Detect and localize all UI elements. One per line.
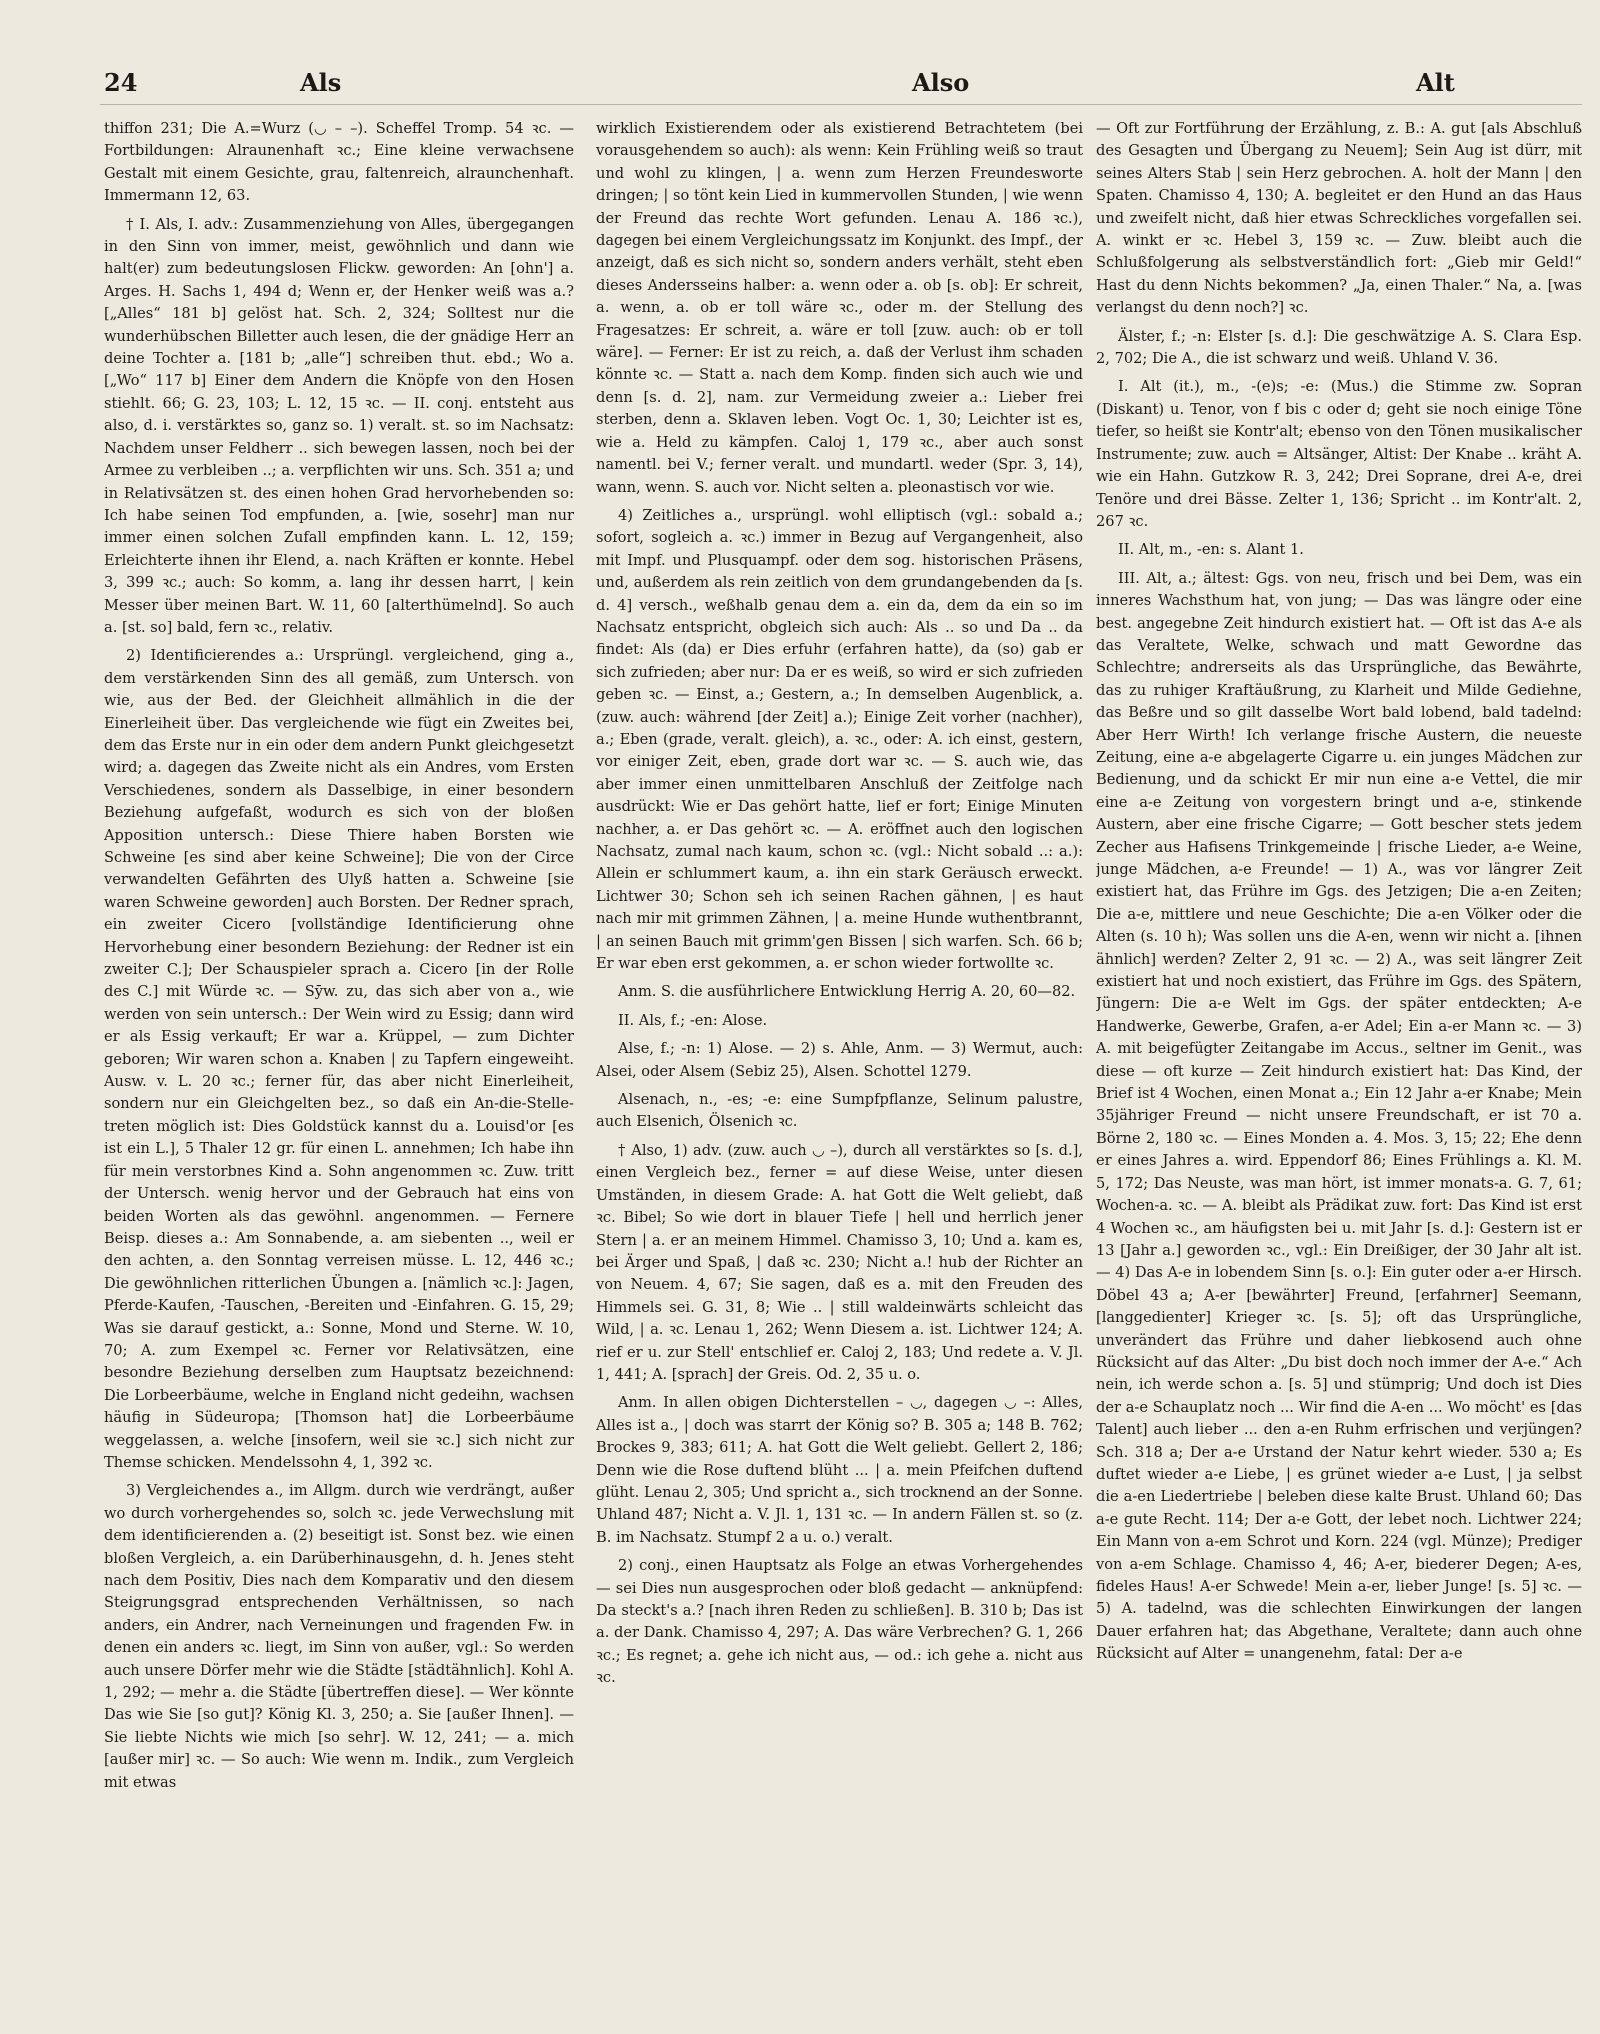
paragraph: 2) conj., einen Hauptsatz als Folge an etwas Vorhergehendes — sei Dies nun ausgesprochen oder bloß gedacht — anknüpfend: Da steckt's a.? [nach ihren Reden zu schließen]. B. 310 b; Das ist a. der Dank. Chamisso 4, 297; A. Das wäre Verbrechen? G. 1, 266 ꝛc.; Es regnet; a. gehe ich nicht aus, — od.: ich gehe a. nicht aus ꝛc. [596,1557,1083,1687]
running-headword-right: Alt [1416,68,1455,97]
entry-alsenach: Alsenach, n., -es; -e: eine Sumpfpflanze, Selinum palustre, auch Elsenich, Ölsenich ꝛc. [596,1091,1083,1131]
entry-alt-3: III. Alt, a.; ältest: Ggs. von neu, frisch und bei Dem, was ein inneres Wachsthum hat, von jung; — Das was längre oder eine best. angegebne Zeit hindurch existiert hat. — Oft ist das A-e als das Veraltete, Welke, schwach und matt Gewordne das Schlechtre; andrerseits als das Ursprüngliche, das Bewährte, das zu ruhiger Kraftäußrung, zu Klarheit und Milde Gediehne, das Beßre und so gilt dasselbe Wort bald lobend, bald tadelnd: Aber Herr Wirth! Ich verlange frische Austern, die neueste Zeitung, eine a-e abgelagerte Cigarre u. ein junges Mädchen zur Bedienung, und da schickt Er mir nun eine a-e Vettel, die mir eine a-e Zeitung von vorgestern bringt und a-e, stinkende Austern, aber eine frische Cigarre; — Gott bescher stets jedem Zecher aus Hafisens Trinkgemeinde | frische Lieder, a-e Weine, junge Mädchen, a-e Freunde! — 1) A., was vor längrer Zeit existiert hat, das Frühre im Ggs. des Jetzigen; Die a-en Zeiten; Die a-e, mittlere und neue Geschichte; Die a-en Völker oder die Alten (s. 10 h); Was sollen uns die A-en, wenn wir nicht a. [ihnen ähnlich] werden? Zelter 2, 91 ꝛc. — 2) A., was seit längrer Zeit existiert hat und noch existiert, das Frühre im Ggs. des Spätern, Jüngern: Die a-e Welt im Ggs. der später entdeckten; A-e Handwerke, Gewerbe, Grafen, a-er Adel; Ein a-er Mann ꝛc. — 3) A. mit beigefügter Zeitangabe im Accus., seltner im Genit., was diese — oft kurze — Zeit hindurch existiert hat: Das Kind, der Brief ist 4 Wochen, einen Monat a.; Ein 12 Jahr a-er Knabe; Mein 35jähriger Freund — nicht unsere Freundschaft, er ist 70 a. Börne 2, 180 ꝛc. — Eines Monden a. 4. Mos. 3, 15; 22; Ehe denn er eines Jahres a. wird. Eppendorf 86; Eines Frühlings a. Kl. M. 5, 172; Das Neuste, was man hört, ist immer monats-a. G. 7, 61; Wochen-a. ꝛc. — A. bleibt als Prädikat zuw. fort: Das Kind ist erst 4 Wochen ꝛc., am häufigsten bei u. mit Jahr [s. d.]: Gestern ist er 13 [Jahr a.] geworden ꝛc., vgl.: Ein Dreißiger, der 30 Jahr alt ist. — 4) Das A-e in lobendem Sinn [s. o.]: Ein guter oder a-er Hirsch. Döbel 43 a; A-er [bewährter] Freund, [erfahrner] Seemann, [langgedienter] Krieger ꝛc. [s. 5]; oft das Ursprüngliche, unverändert das Frühre und daher liebkosend auch ohne Rücksicht auf das Alter: „Du bist doch noch immer der A-e.“ Ach nein, ich werde schon a. [s. 5] und stümprig; Und doch ist Dies der a-e Schauplatz noch ... Wir find die A-en ... Wo möcht' es [das Talent] auch lieber ... den a-en Ruhm erfrischen und verjüngen? Sch. 318 a; Der a-e Urstand der Natur kehrt wieder. 530 a; Es duftet wieder a-e Liebe, | es grünet wieder a-e Lust, | ja selbst die a-en Liedertriebe | beleben diese kalte Brust. Uhland 60; Das a-e gute Recht. 114; Der a-e Gott, der lebet noch. Lichtwer 224; Ein Mann von a-em Schrot und Korn. 224 (vgl. Münze); Prediger von a-em Schlage. Chamisso 4, 46; A-er, biederer Degen; A-es, fideles Haus! A-er Schwede! Mein a-er, lieber Junge! [s. 5] ꝛc. — 5) A. tadelnd, was die schlechten Einwirkungen der langen Dauer erfahren hat; das Abgethane, Veraltete; dann auch ohne Rücksicht auf Alter = unangenehm, fatal: Der a-e [1096,569,1582,1663]
entry-alt-1: I. Alt (it.), m., -(e)s; -e: (Mus.) die Stimme zw. Sopran (Diskant) u. Tenor, von f bis c oder d; geht sie noch einige Töne tiefer, so heißt sie Kontr'alt; ebenso von den Tönen musikalischer Instrumente; zuw. auch = Altsänger, Altist: Der Knabe .. kräht A. wie ein Hahn. Gutzkow R. 3, 242; Drei Soprane, drei A-e, drei Tenöre und drei Bässe. Zelter 1, 136; Spricht .. im Kontr'alt. 2, 267 ꝛc. [1096,378,1582,530]
paragraph: 4) Zeitliches a., ursprüngl. wohl elliptisch (vgl.: sobald a.; sofort, sogleich a. ꝛc.) immer in Bezug auf Vergangenheit, also mit Impf. und Plusquampf. oder dem sog. historischen Präsens, und, außerdem als rein zeitlich von dem grundangebenden da [s. d. 4] versch., weßhalb genau dem a. ein da, dem da ein so im Nachsatz entspricht, obgleich sich auch: Als .. so und Da .. da findet: Als (da) er Dies erfuhr (erfahren hatte), da (so) gab er sich zufrieden; aber nur: Da er es weiß, so wird er sich zufrieden geben ꝛc. — Einst, a.; Gestern, a.; In demselben Augenblick, a. (zuw. auch: während [der Zeit] a.); Einige Zeit vorher (nachher), a.; Eben (grade, veralt. gleich), a. ꝛc., oder: A. ich einst, gestern, vor einiger Zeit, eben, grade dort war ꝛc. — S. auch wie, das aber immer einen unmittelbaren Anschluß der Zeitfolge nach ausdrückt: Wie er Das gehört hatte, lief er fort; Einige Minuten nachher, a. er Das gehört ꝛc. — A. eröffnet auch den logischen Nachsatz, zumal nach kaum, schon ꝛc. (vgl.: Nicht sobald ..: a.): Allein er schlummert kaum, a. ihn ein stark Geräusch erweckt. Lichtwer 30; Schon seh ich seinen Rachen gähnen, | es haut nach mir mit grimmen Zähnen, | a. meine Hunde wuthentbrannt, | an seinen Bauch mit grimm'gen Bissen | sich warfen. Sch. 66 b; Er war eben erst gekommen, a. er schon wieder fortwollte ꝛc. [596,506,1083,973]
paragraph: wirklich Existierendem oder als existierend Betrachtetem (bei vorausgehendem so auch): als wenn: Kein Frühling weiß so traut und wohl zu klingen, | a. wenn zum Herzen Freundesworte dringen; | so tönt kein Lied in kummervollen Stunden, | wie wenn der Freund das rechte Wort gefunden. Lenau A. 186 ꝛc.), dagegen bei einem Vergleichungssatz im Konjunkt. des Impf., der anzeigt, daß es sich nicht so, sondern anders verhält, steht eben dieses Andersseins halber: a. wenn oder a. ob [s. ob]: Er schreit, a. wenn, a. ob er toll wäre ꝛc., oder m. der Stellung des Fragesatzes: Er schreit, a. wäre er toll [zuw. auch: ob er toll wäre]. — Ferner: Er ist zu reich, a. daß der Verlust ihm schaden könnte ꝛc. — Statt a. nach dem Komp. finden sich auch wie und denn [s. d. 2], nam. zur Vermeidung zweier a.: Lieber frei sterben, denn a. Sklaven leben. Vogt Oc. 1, 30; Leichter ist es, wie a. Held zu kämpfen. Caloj 1, 179 ꝛc., aber auch sonst namentl. bei V.; ferner veralt. und mundartl. weder (Spr. 3, 14), wann, wenn. S. auch vor. Nicht selten a. pleonastisch vor wie. [596,120,1083,496]
running-headword-center: Also [912,68,970,97]
entry-alt-2: II. Alt, m., -en: s. Alant 1. [1118,541,1304,559]
paragraph: 2) Identificierendes a.: Ursprüngl. vergleichend, ging a., dem verstärkenden Sinn des all gemäß, zum Untersch. von wie, aus der Bed. der Gleichheit allmählich in die der Einerleiheit über. Das vergleichende wie fügt ein Zweites bei, dem das Erste nur in ein oder dem andern Punkt gleichgesetzt wird; a. dagegen das Zweite nicht als ein Andres, vom Ersten Verschiedenes, sondern als Dasselbige, in einer besondern Beziehung aufgefaßt, wodurch es sich von der bloßen Apposition untersch.: Diese Thiere haben Borsten wie Schweine [es sind aber keine Schweine]; Die von der Circe verwandelten Gefährten des Ulyß hatten a. Schweine [sie waren Schweine geworden] auch Borsten. Der Redner sprach, ein zweiter Cicero [vollständige Identificierung ohne Hervorhebung einer besondern Beziehung: der Redner ist ein zweiter C.]; Der Schauspieler sprach a. Cicero [in der Rolle des C.] mit Würde ꝛc. — Sȳw. zu, das sich aber von a., wie werden von sein untersch.: Der Wein wird zu Essig; dann wird er als Essig verkauft; Er war a. Krüppel, — zum Dichter geboren; Wir waren schon a. Knaben | zu Tapfern eingeweiht. Ausw. v. L. 20 ꝛc.; ferner für, das aber nicht Einerleiheit, sondern nur ein Gleichgelten bez., so daß ein An-die-Stelle-treten möglich ist: Dies Goldstück kannst du a. Louisd'or [es ist ein L.], 5 Thaler 12 gr. für einen L. annehmen; Ich habe ihn für mein verstorbnes Kind a. Sohn angenommen ꝛc. Zuw. tritt der Untersch. wenig hervor und der Gebrauch hat eins von beiden Worten als das gewöhnl. angenommen. — Fernere Beisp. dieses a.: Am Sonnabende, a. am siebenten .., weil er den achten, a. den Sonntag verreisen müsse. L. 12, 446 ꝛc.; Die gewöhnlichen ritterlichen Übungen a. [nämlich ꝛc.]: Jagen, Pferde-Kaufen, -Tauschen, -Bereiten und -Einfahren. G. 15, 29; Was sie darauf gestickt, a.: Sonne, Mond und Sterne. W. 10, 70; A. zum Exempel ꝛc. Ferner vor Relativsätzen, eine besondre Beziehung derselben zum Hauptsatz bezeichnend: Die Lorbeerbäume, welche in England nicht gedeihn, wachsen häufig in Südeuropa; [Thomson hat] die Lorbeerbäume weggelassen, a. welche [insofern, weil sie ꝛc.] sich nicht zur Themse schicken. Mendelssohn 4, 1, 392 ꝛc. [104,647,574,1471]
entry-als-1: † I. Als, I. adv.: Zusammenziehung von Alles, übergegangen in den Sinn von immer, meist, gewöhnlich und dann wie halt(er) zum bedeutungslosen Flickw. geworden: An [ohn'] a. Arges. H. Sachs 1, 494 d; Wenn er, der Henker weiß was a.? [„Alles“ 181 b] gelöst hat. Sch. 2, 324; Solltest nur die wunderhübschen Billetter auch lesen, die der gnädige Herr an deine Tochter a. [181 b; „alle“] schreiben thut. ebd.; Wo a. [„Wo“ 117 b] Einer dem Andern die Knöpfe von den Hosen stiehlt. 66; G. 23, 103; L. 12, 15 ꝛc. — II. conj. entsteht aus also, d. i. verstärktes so, ganz so. 1) veralt. st. so im Nachsatz: Nachdem unser Feldherr .. sich bewegen lassen, noch bei der Armee zu verbleiben ..; a. verpflichten wir uns. Sch. 351 a; und in Relativsätzen st. des einen hohen Grad hervorhebenden so: Ich habe seinen Tod empfunden, a. [wie, sosehr] man nur immer einen solchen Zufall empfinden kann. L. 12, 159; Erleichterte ihnen ihr Elend, a. nach Kräften er konnte. Hebel 3, 399 ꝛc.; auch: So komm, a. lang ihr dessen harrt, | kein Messer über meinen Bart. W. 11, 60 [alterthümelnd]. So auch a. [st. so] bald, fern ꝛc., relativ. [104,215,574,636]
entry-alse: Alse, f.; -n: 1) Alose. — 2) s. Ahle, Anm. — 3) Wermut, auch: Alsei, oder Alsem (Sebiz 25), Alsen. Schottel 1279. [596,1040,1083,1080]
paragraph: Anm. S. die ausführlichere Entwicklung Herrig A. 20, 60—82. [618,983,1076,1001]
column-left [104,118,574,2008]
running-headword-left: Als [300,68,342,97]
paragraph: thiffon 231; Die A.=Wurz (◡ – –). Scheffel Tromp. 54 ꝛc. — Fortbildungen: Alraunenhaft ꝛc.; Eine kleine verwachsene Gestalt mit einem Gesichte, grau, faltenreich, alraunchenhaft. Immermann 12, 63. [104,120,574,205]
column-right [1096,118,1582,2008]
page-number: 24 [104,68,138,97]
entry-alster: Älster, f.; -n: Elster [s. d.]: Die geschwätzige A. S. Clara Esp. 2, 702; Die A., die ist schwarz und weiß. Uhland V. 36. [1096,327,1582,368]
header-rule [100,104,1582,105]
entry-also: † Also, 1) adv. (zuw. auch ◡ –), durch all verstärktes so [s. d.], einen Vergleich bez., ferner = auf diese Weise, unter diesen Umständen, in diesem Grade: A. hat Gott die Welt geliebt, daß ꝛc. Bibel; So wie dort in blauer Tiefe | hell und herrlich jener Stern | a. er an meinem Himmel. Chamisso 3, 10; Und a. kam es, bei Ärger und Spaß, | daß ꝛc. 230; Nicht a.! hub der Richter an von Neuem. 4, 67; Sie sagen, daß es a. mit den Freuden des Himmels sei. G. 31, 8; Wie .. | still waldeinwärts schleicht das Wild, | a. ꝛc. Lenau 1, 262; Wenn Diesem a. ist. Lichtwer 124; A. rief er u. zur Stell' entschlief er. Caloj 2, 183; Und redete a. V. Jl. 1, 441; A. [sprach] der Greis. Od. 2, 35 u. o. [596,1141,1083,1383]
paragraph: 3) Vergleichendes a., im Allgm. durch wie verdrängt, außer wo durch vorhergehendes so, solch ꝛc. jede Verwechslung mit dem identificierenden a. (2) beseitigt ist. Sonst bez. wie einen bloßen Vergleich, a. ein Darüberhinausgehn, d. h. Jenes steht nach dem Positiv, Dies nach dem Komparativ und den diesem Steigrungsgrad entsprechenden Verhältnissen, so nach anders, ein Andrer, nach Verneinungen und fragenden Fw. in denen ein anders ꝛc. liegt, im Sinn von außer, vgl.: So werden auch unsere Dörfer mehr wie die Städte [städtähnlich]. Kohl A. 1, 292; — mehr a. die Städte [übertreffen diese]. — Wer könnte Das wie Sie [so gut]? König Kl. 3, 250; a. Sie [außer Ihnen]. — Sie liebte Nichts wie mich [so sehr]. W. 12, 241; — a. mich [außer mir] ꝛc. — So auch: Wie wenn m. Indik., zum Vergleich mit etwas [104,1482,574,1791]
paragraph: Anm. In allen obigen Dichterstellen – ◡, dagegen ◡ –: Alles, Alles ist a., | doch was starrt der König so? B. 305 a; 148 B. 762; Brockes 9, 383; 611; A. hat Gott die Welt geliebt. Gellert 2, 186; Denn wie die Rose duftend blüht ... | a. mein Pfeifchen duftend glüht. Lenau 2, 305; Und spricht a., sich trocknend an der Sonne. Uhland 487; Nicht a. V. Jl. 1, 131 ꝛc. — In andern Fällen st. so (z. B. im Nachsatz. Stumpf 2 a u. o.) veralt. [596,1394,1083,1546]
paragraph: — Oft zur Fortführung der Erzählung, z. B.: A. gut [als Abschluß des Gesagten und Übergang zu Neuem]; Sein Aug ist dürr, mit seines Alters Stab | sein Herz gebrochen. A. holt der Mann | den Spaten. Chamisso 4, 130; A. begleitet er den Hund an das Haus und zweifelt nicht, daß hier etwas Schreckliches vorgefallen sei. A. winkt er ꝛc. Hebel 3, 159 ꝛc. — Zuw. bleibt auch die Schlußfolgerung als selbstverständlich fort: „Gieb mir Geld!“ Hast du denn Nichts bekommen? „Ja, einen Thaler.“ Na, a. [was verlangst du denn noch?] ꝛc. [1096,120,1582,317]
page-header [100,62,1580,102]
entry-als-2: II. Als, f.; -en: Alose. [618,1011,768,1029]
column-middle [596,118,1083,2008]
